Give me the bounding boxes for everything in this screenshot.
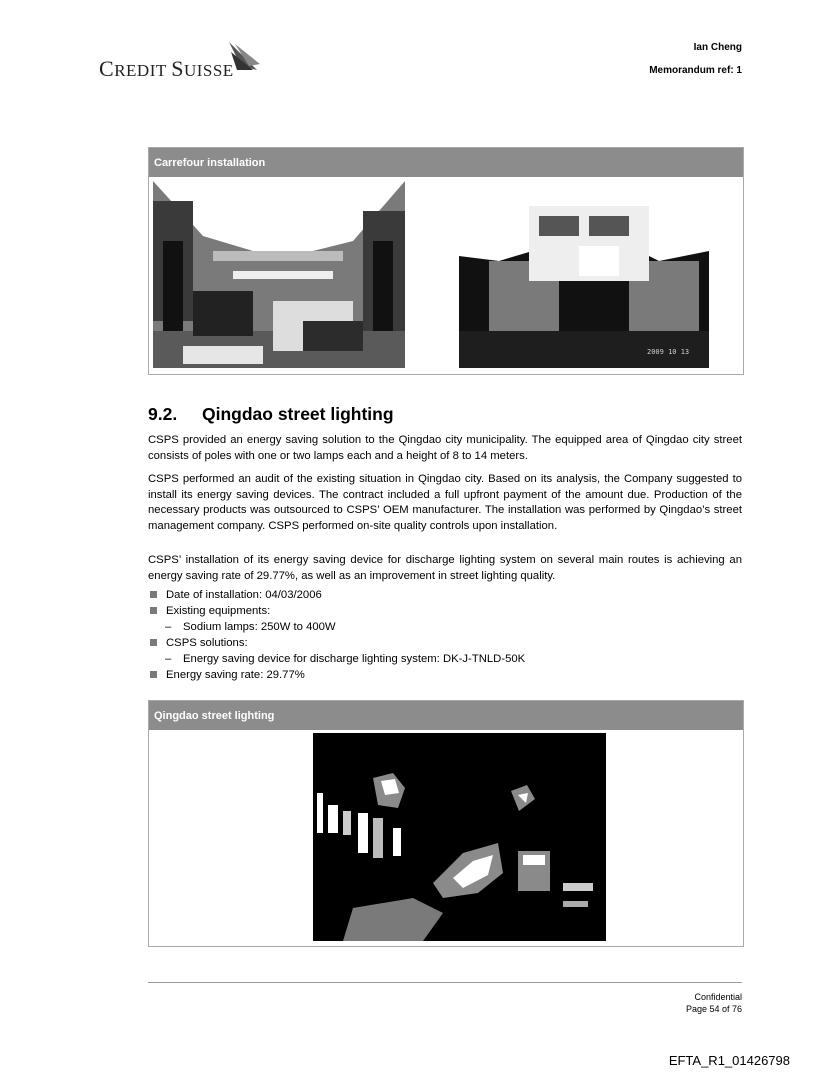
paragraph-audit: CSPS performed an audit of the existing situation in Qingdao city. Based on its analysis, the Company suggested to install its energy saving devices. The contract included a full upfront payment of the amount due. Production of the necessary products was outsourced to CSPS’ OEM manufacturer. The installation was performed by Qingdao’s street management company. CSPS performed on-site quality controls upon installation.	[148, 473, 742, 532]
dash-marker: –	[165, 653, 172, 665]
carrefour-store-photo	[153, 181, 405, 368]
bullet-item: Date of installation: 04/03/2006	[150, 587, 744, 603]
bullet-item: Existing equipments:	[150, 603, 744, 619]
bullet-list	[150, 587, 744, 683]
section-heading	[148, 404, 394, 425]
figure-title-bar: Carrefour installation	[149, 148, 743, 177]
header-memo-ref: Memorandum ref: 1	[649, 65, 742, 76]
header-author: Ian Cheng	[693, 42, 742, 53]
qingdao-street-photo	[313, 733, 606, 941]
section-title: Qingdao street lighting	[202, 404, 394, 424]
paragraph-intro: CSPS provided an energy saving solution to the Qingdao city municipality. The equipped area of Qingdao city street consists of poles with one or two lamps each and a height of 8 to 14 meters.	[148, 434, 742, 462]
bullet-item: Energy saving rate: 29.77%	[150, 667, 744, 683]
footer-divider	[148, 982, 742, 983]
paragraph-results: CSPS’ installation of its energy saving device for discharge lighting system on several main routes is achieving an energy saving rate of 29.77%, as well as an improvement in street lighting quality.	[148, 554, 742, 582]
control-cabinet-photo	[459, 181, 709, 368]
dash-marker: –	[165, 621, 172, 633]
photo-timestamp: 2009 10 13	[647, 348, 690, 356]
footer-confidential: Confidential	[694, 992, 742, 1002]
section-number: 9.2.	[148, 404, 178, 424]
figure-title-bar: Qingdao street lighting	[149, 701, 743, 730]
footer-page-number: Page 54 of 76	[685, 1004, 742, 1014]
credit-suisse-logo-text: CREDIT SUISSE	[99, 56, 234, 81]
credit-suisse-sails-icon	[227, 40, 261, 74]
bullet-item: CSPS solutions:	[150, 635, 744, 651]
sub-bullet-item: – Sodium lamps: 250W to 400W	[165, 621, 336, 633]
document-reference: EFTA_R1_01426798	[668, 1053, 790, 1068]
sub-bullet-item: – Energy saving device for discharge lighting system: DK-J-TNLD-50K	[165, 653, 526, 665]
